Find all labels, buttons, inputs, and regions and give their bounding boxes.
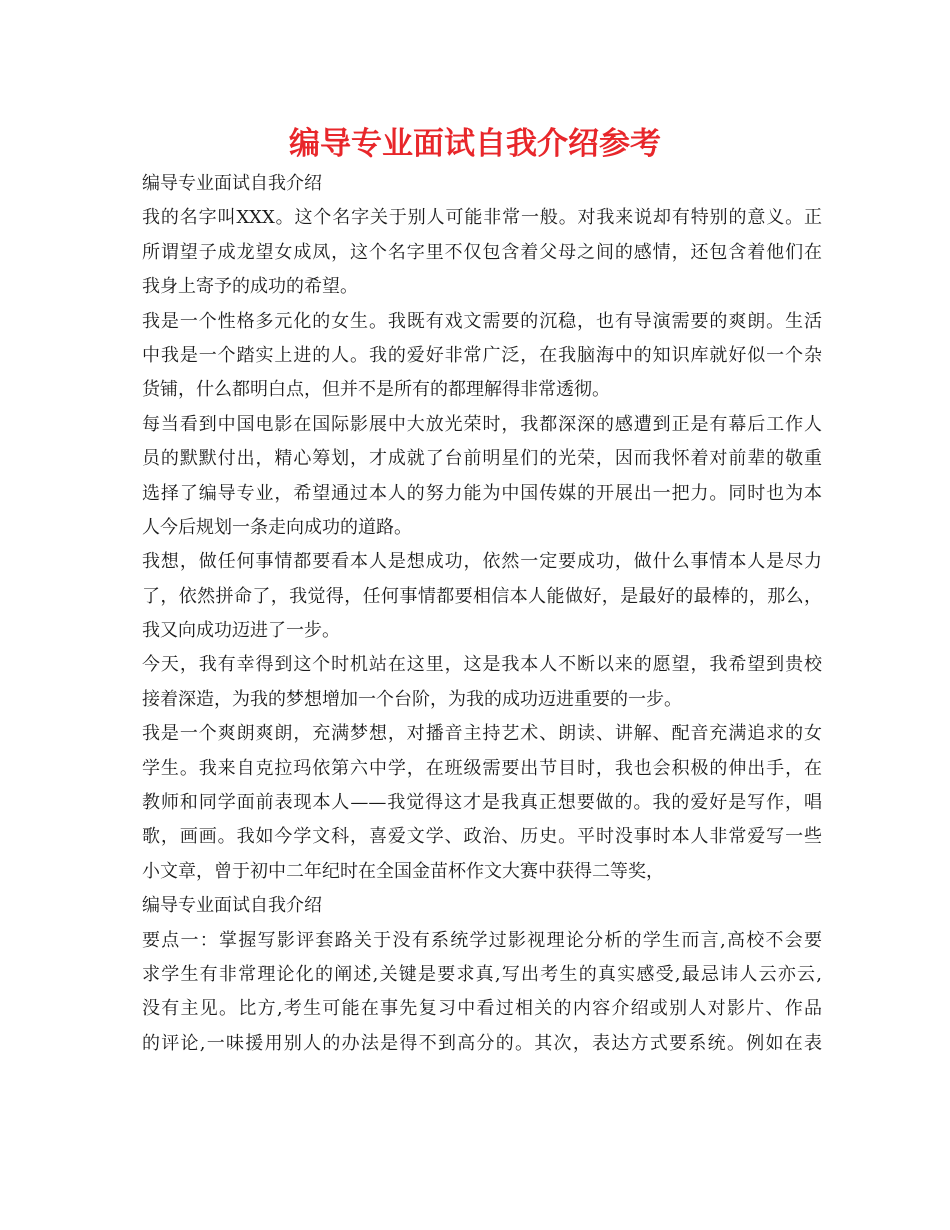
text-line: 中我是一个踏实上进的人。我的爱好非常广泛，在我脑海中的知识库就好似一个杂: [142, 344, 822, 366]
document-body: [142, 167, 822, 1061]
text-line: 编导专业面试自我介绍: [142, 173, 322, 194]
text-line: 接着深造，为我的梦想增加一个台阶，为我的成功迈进重要的一步。: [142, 688, 682, 710]
text-line: 我又向成功迈进了一步。: [142, 620, 340, 642]
text-line: 货铺，什么都明白点，但并不是所有的都理解得非常透彻。: [142, 379, 610, 401]
text-line: 要点一：掌握写影评套路关于没有系统学过影视理论分析的学生而言,高校不会要: [142, 929, 822, 951]
text-line: 人今后规划一条走向成功的道路。: [142, 516, 412, 538]
text-line: 我是一个爽朗爽朗，充满梦想，对播音主持艺术、朗读、讲解、配音充满追求的女: [142, 723, 822, 745]
text-line: 选择了编导专业，希望通过本人的努力能为中国传媒的开展出一把力。同时也为本: [142, 482, 822, 504]
text-line: 我的名字叫XXX。这个名字关于别人可能非常一般。对我来说却有特别的意义。正: [142, 207, 822, 229]
text-line: 今天，我有幸得到这个时机站在这里，这是我本人不断以来的愿望，我希望到贵校: [142, 654, 822, 676]
text-line: 我想，做任何事情都要看本人是想成功，依然一定要成功，做什么事情本人是尽力: [142, 551, 822, 573]
text-line: 每当看到中国电影在国际影展中大放光荣时，我都深深的感遭到正是有幕后工作人: [142, 413, 822, 435]
document-title: 编导专业面试自我介绍参考: [289, 126, 661, 162]
text-line: 我身上寄予的成功的希望。: [142, 276, 358, 298]
text-line: 的评论,一味援用别人的办法是得不到高分的。其次，表达方式要系统。例如在表: [142, 1032, 822, 1054]
text-line: 没有主见。比方,考生可能在事先复习中看过相关的内容介绍或别人对影片、作品: [142, 998, 822, 1020]
text-line: 了，依然拼命了，我觉得，任何事情都要相信本人能做好，是最好的最棒的，那么，: [142, 585, 822, 607]
text-line: 员的默默付出，精心筹划，才成就了台前明星们的光荣，因而我怀着对前辈的敬重: [142, 448, 822, 470]
text-line: 求学生有非常理论化的阐述,关键是要求真,写出考生的真实感受,最忌讳人云亦云,: [142, 963, 822, 985]
text-line: 编导专业面试自我介绍: [142, 895, 322, 917]
text-line: 所谓望子成龙望女成凤，这个名字里不仅包含着父母之间的感情，还包含着他们在: [142, 241, 822, 263]
text-line: 我是一个性格多元化的女生。我既有戏文需要的沉稳，也有导演需要的爽朗。生活: [142, 310, 822, 332]
text-line: 小文章，曾于初中二年纪时在全国金苗杯作文大赛中获得二等奖，: [142, 860, 664, 882]
text-line: 教师和同学面前表现本人——我觉得这才是我真正想要做的。我的爱好是写作，唱: [142, 792, 822, 814]
text-line: 歌，画画。我如今学文科，喜爱文学、政治、历史。平时没事时本人非常爱写一些: [142, 826, 822, 848]
text-line: 学生。我来自克拉玛依第六中学，在班级需要出节目时，我也会积极的伸出手，在: [142, 757, 822, 779]
